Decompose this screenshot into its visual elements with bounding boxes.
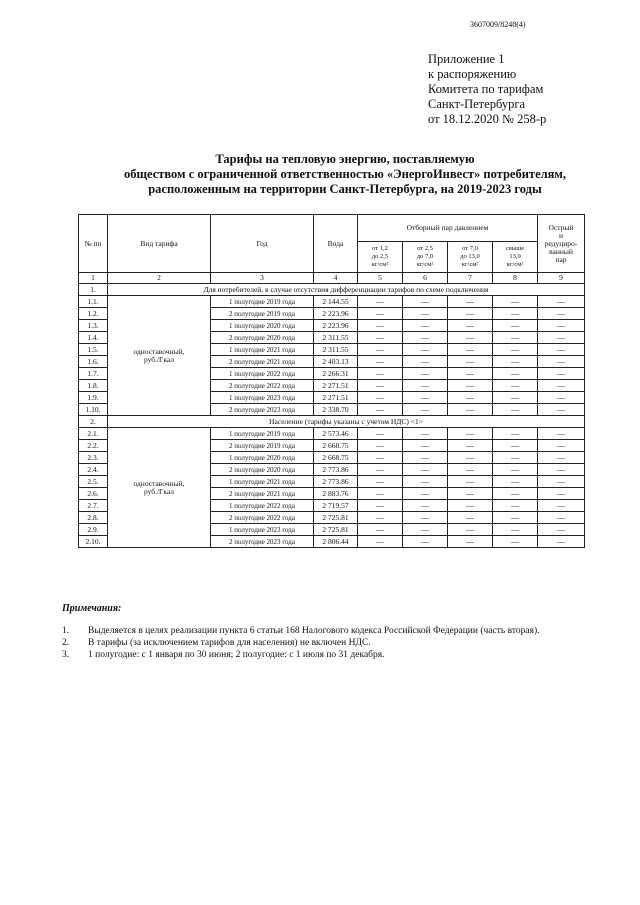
- water-value: 2 338.70: [314, 404, 358, 416]
- header-steam-line: кг/см²: [416, 261, 434, 268]
- column-number: 4: [314, 273, 358, 284]
- dash-cell: —: [403, 332, 448, 344]
- dash-cell: —: [493, 404, 538, 416]
- dash-cell: —: [448, 368, 493, 380]
- column-number: 5: [358, 273, 403, 284]
- dash-cell: —: [358, 332, 403, 344]
- year-cell: 2 полугодие 2023 года: [211, 536, 314, 548]
- water-value: 2 223.96: [314, 308, 358, 320]
- row-number: 2.9.: [79, 524, 108, 536]
- dash-cell: —: [448, 344, 493, 356]
- dash-cell: —: [538, 464, 585, 476]
- dash-cell: —: [358, 488, 403, 500]
- row-number: 2.5.: [79, 476, 108, 488]
- dash-cell: —: [493, 332, 538, 344]
- dash-cell: —: [538, 512, 585, 524]
- dash-cell: —: [448, 428, 493, 440]
- dash-cell: —: [538, 488, 585, 500]
- dash-cell: —: [448, 392, 493, 404]
- dash-cell: —: [403, 536, 448, 548]
- year-cell: 1 полугодие 2020 года: [211, 320, 314, 332]
- tariff-type-cell: [108, 296, 211, 416]
- dash-cell: —: [403, 464, 448, 476]
- dash-cell: —: [538, 344, 585, 356]
- dash-cell: —: [493, 344, 538, 356]
- dash-cell: —: [493, 536, 538, 548]
- appendix-line: Санкт-Петербурга: [428, 97, 526, 111]
- dash-cell: —: [358, 524, 403, 536]
- note-number: 2.: [62, 638, 70, 648]
- dash-cell: —: [358, 356, 403, 368]
- dash-cell: —: [538, 440, 585, 452]
- header-steam-3: [448, 242, 493, 273]
- header-sharp-line: Острый: [548, 222, 574, 232]
- dash-cell: —: [448, 524, 493, 536]
- column-number-row: [79, 273, 585, 284]
- header-year: Год: [211, 215, 314, 273]
- dash-cell: —: [358, 500, 403, 512]
- year-cell: 1 полугодие 2023 года: [211, 392, 314, 404]
- dash-cell: —: [403, 524, 448, 536]
- dash-cell: —: [448, 296, 493, 308]
- table-row: [79, 428, 585, 440]
- year-cell: 2 полугодие 2023 года: [211, 404, 314, 416]
- dash-cell: —: [403, 320, 448, 332]
- header-sharp-line: редуциро-: [544, 238, 578, 248]
- dash-cell: —: [493, 320, 538, 332]
- dash-cell: —: [403, 296, 448, 308]
- note-number: 3.: [62, 650, 70, 660]
- dash-cell: —: [448, 440, 493, 452]
- header-steam-line: 13,0: [509, 253, 521, 260]
- header-steam-line: до 13,0: [460, 253, 480, 260]
- title-line: обществом с ограниченной ответственностью «ЭнергоИнвест» потребителям,: [123, 167, 567, 181]
- row-number: 1.2.: [79, 308, 108, 320]
- year-cell: 1 полугодие 2019 года: [211, 296, 314, 308]
- dash-cell: —: [538, 380, 585, 392]
- dash-cell: —: [403, 368, 448, 380]
- water-value: 2 883.76: [314, 488, 358, 500]
- dash-cell: —: [493, 296, 538, 308]
- water-value: 2 223.96: [314, 320, 358, 332]
- header-steam-line: свыше: [505, 245, 525, 252]
- section-number: 1.: [79, 284, 108, 296]
- year-cell: 2 полугодие 2019 года: [211, 440, 314, 452]
- column-number: 6: [403, 273, 448, 284]
- column-number: 1: [79, 273, 108, 284]
- note-number: 1.: [62, 626, 70, 636]
- dash-cell: —: [538, 308, 585, 320]
- dash-cell: —: [448, 332, 493, 344]
- header-steam-line: от 2,5: [417, 245, 433, 252]
- row-number: 1.3.: [79, 320, 108, 332]
- row-number: 2.4.: [79, 464, 108, 476]
- dash-cell: —: [358, 512, 403, 524]
- dash-cell: —: [403, 476, 448, 488]
- water-value: 2 271.51: [314, 380, 358, 392]
- year-cell: 1 полугодие 2022 года: [211, 500, 314, 512]
- dash-cell: —: [358, 404, 403, 416]
- dash-cell: —: [493, 380, 538, 392]
- dash-cell: —: [448, 308, 493, 320]
- dash-cell: —: [403, 344, 448, 356]
- header-num: № пп: [79, 215, 108, 273]
- dash-cell: —: [538, 452, 585, 464]
- note-text: Выделяется в целях реализации пункта 6 статьи 168 Налогового кодекса Российской Федерации (часть вторая).: [88, 626, 540, 636]
- header-sharp-line: пар: [555, 254, 567, 264]
- water-value: 2 668.75: [314, 440, 358, 452]
- dash-cell: —: [448, 464, 493, 476]
- title-line: Тарифы на тепловую энергию, поставляемую: [215, 152, 475, 166]
- dash-cell: —: [403, 356, 448, 368]
- appendix-block: [428, 52, 546, 127]
- dash-cell: —: [538, 500, 585, 512]
- column-number: 7: [448, 273, 493, 284]
- year-cell: 2 полугодие 2020 года: [211, 332, 314, 344]
- tariff-type-line: одноставочный,: [133, 478, 185, 488]
- dash-cell: —: [538, 524, 585, 536]
- dash-cell: —: [403, 440, 448, 452]
- appendix-line: Комитета по тарифам: [428, 82, 544, 96]
- dash-cell: —: [448, 476, 493, 488]
- row-number: 1.5.: [79, 344, 108, 356]
- header-steam-line: до 2,5: [371, 253, 389, 260]
- year-cell: 1 полугодие 2022 года: [211, 368, 314, 380]
- dash-cell: —: [358, 464, 403, 476]
- dash-cell: —: [493, 500, 538, 512]
- dash-cell: —: [538, 368, 585, 380]
- header-steam-2: [403, 242, 448, 273]
- water-value: 2 725.81: [314, 524, 358, 536]
- year-cell: 2 полугодие 2020 года: [211, 464, 314, 476]
- header-steam-4: [493, 242, 538, 273]
- dash-cell: —: [448, 356, 493, 368]
- header-steam-1: [358, 242, 403, 273]
- row-number: 2.6.: [79, 488, 108, 500]
- year-cell: 1 полугодие 2020 года: [211, 452, 314, 464]
- dash-cell: —: [358, 320, 403, 332]
- dash-cell: —: [448, 536, 493, 548]
- dash-cell: —: [358, 344, 403, 356]
- dash-cell: —: [448, 512, 493, 524]
- dash-cell: —: [403, 512, 448, 524]
- dash-cell: —: [538, 332, 585, 344]
- water-value: 2 573.46: [314, 428, 358, 440]
- dash-cell: —: [358, 476, 403, 488]
- header-steam-line: кг/см²: [371, 261, 389, 268]
- dash-cell: —: [358, 392, 403, 404]
- note-text: В тарифы (за исключением тарифов для населения) не включен НДС.: [88, 638, 371, 648]
- row-number: 2.7.: [79, 500, 108, 512]
- dash-cell: —: [493, 452, 538, 464]
- year-cell: 1 полугодие 2019 года: [211, 428, 314, 440]
- header-steam-group: Отборный пар давлением: [358, 215, 538, 242]
- dash-cell: —: [538, 356, 585, 368]
- year-cell: 2 полугодие 2021 года: [211, 488, 314, 500]
- dash-cell: —: [448, 320, 493, 332]
- header-tariff-type: Вид тарифа: [108, 215, 211, 273]
- dash-cell: —: [358, 380, 403, 392]
- tariff-type-line: руб./Гкал: [143, 354, 175, 364]
- dash-cell: —: [538, 476, 585, 488]
- header-sharp-steam: [538, 215, 585, 273]
- year-cell: 2 полугодие 2019 года: [211, 308, 314, 320]
- dash-cell: —: [403, 452, 448, 464]
- section-row: [79, 416, 585, 428]
- tariff-type-cell: [108, 428, 211, 548]
- dash-cell: —: [358, 452, 403, 464]
- row-number: 2.10.: [79, 536, 108, 548]
- dash-cell: —: [538, 536, 585, 548]
- dash-cell: —: [403, 404, 448, 416]
- dash-cell: —: [538, 320, 585, 332]
- year-cell: 2 полугодие 2022 года: [211, 512, 314, 524]
- dash-cell: —: [493, 512, 538, 524]
- title-line: расположенным на территории Санкт-Петербурга, на 2019-2023 годы: [148, 182, 542, 196]
- appendix-line: к распоряжению: [428, 67, 517, 81]
- tariff-type-line: руб./Гкал: [143, 486, 175, 496]
- row-number: 1.1.: [79, 296, 108, 308]
- water-value: 2 311.55: [314, 332, 358, 344]
- header-steam-line: кг/см²: [506, 261, 524, 268]
- section-row: [79, 284, 585, 296]
- year-cell: 1 полугодие 2021 года: [211, 344, 314, 356]
- water-value: 2 773.86: [314, 464, 358, 476]
- dash-cell: —: [448, 500, 493, 512]
- water-value: 2 806.44: [314, 536, 358, 548]
- tariff-type-line: одноставочный,: [133, 346, 185, 356]
- water-value: 2 311.55: [314, 344, 358, 356]
- dash-cell: —: [538, 296, 585, 308]
- dash-cell: —: [493, 356, 538, 368]
- document-number: 3607009/8248(4): [470, 20, 526, 29]
- table-row: [79, 296, 585, 308]
- row-number: 1.9.: [79, 392, 108, 404]
- column-number: 9: [538, 273, 585, 284]
- dash-cell: —: [403, 500, 448, 512]
- water-value: 2 725.81: [314, 512, 358, 524]
- header-water: Вода: [314, 215, 358, 273]
- row-number: 1.10.: [79, 404, 108, 416]
- row-number: 1.6.: [79, 356, 108, 368]
- dash-cell: —: [448, 380, 493, 392]
- dash-cell: —: [538, 392, 585, 404]
- header-sharp-line: ванный: [549, 246, 573, 256]
- dash-cell: —: [493, 368, 538, 380]
- dash-cell: —: [358, 440, 403, 452]
- dash-cell: —: [493, 308, 538, 320]
- dash-cell: —: [448, 404, 493, 416]
- dash-cell: —: [538, 428, 585, 440]
- row-number: 2.8.: [79, 512, 108, 524]
- row-number: 1.4.: [79, 332, 108, 344]
- document-title: [80, 152, 610, 197]
- header-steam-line: до 7,0: [416, 253, 434, 260]
- dash-cell: —: [358, 536, 403, 548]
- water-value: 2 271.51: [314, 392, 358, 404]
- water-value: 2 773.86: [314, 476, 358, 488]
- year-cell: 1 полугодие 2023 года: [211, 524, 314, 536]
- dash-cell: —: [403, 428, 448, 440]
- note-text: 1 полугодие: с 1 января по 30 июня; 2 полугодие: с 1 июля по 31 декабря.: [88, 650, 385, 660]
- dash-cell: —: [403, 392, 448, 404]
- notes-title: Примечания:: [62, 603, 122, 614]
- dash-cell: —: [358, 296, 403, 308]
- water-value: 2 719.57: [314, 500, 358, 512]
- dash-cell: —: [493, 476, 538, 488]
- dash-cell: —: [493, 428, 538, 440]
- dash-cell: —: [448, 452, 493, 464]
- water-value: 2 668.75: [314, 452, 358, 464]
- dash-cell: —: [493, 464, 538, 476]
- dash-cell: —: [493, 392, 538, 404]
- dash-cell: —: [493, 440, 538, 452]
- header-steam-line: кг/см²: [461, 261, 479, 268]
- year-cell: 2 полугодие 2021 года: [211, 356, 314, 368]
- section-title: Население (тарифы указаны с учетом НДС) <1>: [108, 416, 585, 428]
- dash-cell: —: [538, 404, 585, 416]
- dash-cell: —: [403, 308, 448, 320]
- water-value: 2 403.13: [314, 356, 358, 368]
- header-sharp-line: и: [558, 230, 563, 240]
- section-number: 2.: [79, 416, 108, 428]
- dash-cell: —: [493, 488, 538, 500]
- row-number: 2.1.: [79, 428, 108, 440]
- notes-list: [62, 625, 622, 661]
- column-number: 2: [108, 273, 211, 284]
- water-value: 2 266.31: [314, 368, 358, 380]
- dash-cell: —: [493, 524, 538, 536]
- column-number: 3: [211, 273, 314, 284]
- year-cell: 2 полугодие 2022 года: [211, 380, 314, 392]
- note-item: [62, 637, 622, 649]
- tariff-table: [78, 214, 585, 548]
- row-number: 1.7.: [79, 368, 108, 380]
- row-number: 2.2.: [79, 440, 108, 452]
- header-steam-line: от 1,2: [372, 245, 388, 252]
- column-number: 8: [493, 273, 538, 284]
- dash-cell: —: [448, 488, 493, 500]
- note-item: [62, 649, 622, 661]
- row-number: 1.8.: [79, 380, 108, 392]
- row-number: 2.3.: [79, 452, 108, 464]
- note-item: [62, 625, 622, 637]
- header-steam-line: от 7,0: [462, 245, 478, 252]
- dash-cell: —: [358, 428, 403, 440]
- water-value: 2 144.55: [314, 296, 358, 308]
- dash-cell: —: [358, 308, 403, 320]
- section-title: Для потребителей, в случае отсутствия дифференциации тарифов по схеме подключения: [108, 284, 585, 296]
- appendix-line: Приложение 1: [428, 52, 505, 66]
- year-cell: 1 полугодие 2021 года: [211, 476, 314, 488]
- dash-cell: —: [403, 488, 448, 500]
- appendix-line: от 18.12.2020 № 258-р: [428, 112, 547, 126]
- dash-cell: —: [358, 368, 403, 380]
- dash-cell: —: [403, 380, 448, 392]
